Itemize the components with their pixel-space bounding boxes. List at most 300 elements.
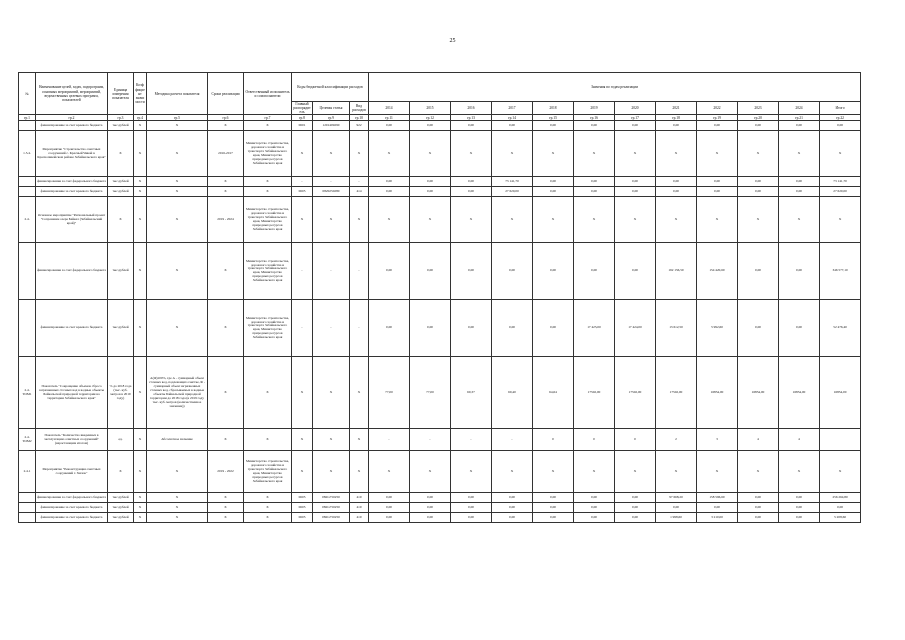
- row-resp: X: [244, 187, 292, 197]
- row-year-value: 3: [697, 429, 738, 451]
- header-method: Методика расчета показателя: [147, 73, 208, 115]
- row-year-value: 158 596,60: [697, 493, 738, 503]
- row-year-value: X: [410, 197, 451, 243]
- row-num: [19, 513, 36, 523]
- row-expense-type: 410: [350, 503, 369, 513]
- row-year-value: 0,00: [697, 177, 738, 187]
- row-expense-type: 922: [350, 121, 369, 131]
- row-year-value: 0,00: [533, 121, 574, 131]
- row-num: 2.4.: [19, 197, 36, 243]
- column-number: гр.16: [574, 115, 615, 121]
- row-coef: X: [134, 493, 147, 503]
- row-num: [19, 300, 36, 357]
- row-year-value: X: [615, 197, 656, 243]
- row-year-value: 0,00: [410, 177, 451, 187]
- row-year-value: 0,00: [615, 513, 656, 523]
- row-term: 2019 - 2022: [208, 451, 244, 493]
- row-num: [19, 177, 36, 187]
- row-expense-type: X: [350, 197, 369, 243]
- row-name: финансирование за счет краевого бюджета: [36, 187, 108, 197]
- header-year: 2015: [410, 102, 451, 115]
- row-year-value: 0,00: [410, 493, 451, 503]
- column-number: гр.12: [410, 115, 451, 121]
- header-expense-type: Вид расходов: [350, 102, 369, 115]
- header-coef: Коэффициент значимости: [134, 73, 147, 115]
- page-number: 25: [449, 38, 456, 44]
- row-year-value: 0,00: [656, 503, 697, 513]
- row-year-value: X: [738, 197, 779, 243]
- row-year-value: 0,00: [574, 177, 615, 187]
- row-method: X: [147, 451, 208, 493]
- row-total-value: 256 264,80: [820, 493, 861, 503]
- row-term: X: [208, 187, 244, 197]
- header-year: 2022: [697, 102, 738, 115]
- row-expense-type: X: [350, 451, 369, 493]
- row-year-value: 0,00: [738, 243, 779, 300]
- row-unit: тыс.рублей: [108, 493, 134, 503]
- row-target-article: 082G750250: [313, 493, 350, 503]
- row-year-value: 1 998,60: [656, 513, 697, 523]
- row-unit: тыс.рублей: [108, 121, 134, 131]
- row-target-article: 082G750250: [313, 503, 350, 513]
- row-target-article: -: [313, 243, 350, 300]
- row-year-value: X: [451, 451, 492, 493]
- row-total-value: X: [820, 197, 861, 243]
- row-target-article: 082G750250: [313, 513, 350, 523]
- row-year-value: X: [697, 451, 738, 493]
- row-coef: X: [134, 197, 147, 243]
- row-num: 2.4.1: [19, 451, 36, 493]
- row-year-value: 0,00: [574, 493, 615, 503]
- table-row: [19, 429, 861, 451]
- row-num: [19, 187, 36, 197]
- header-values: Значения по годам реализации: [369, 73, 861, 102]
- row-resp: Министерство строительства, дорожного хозяйства и транспорта Забайкальского края, Министерство природных ресурсов Забайкальского края: [244, 451, 292, 493]
- row-expense-type: 410: [350, 493, 369, 503]
- column-number: гр.10: [350, 115, 369, 121]
- column-number: гр.9: [313, 115, 350, 121]
- row-year-value: 0,00: [492, 121, 533, 131]
- row-main-admin: -: [292, 243, 313, 300]
- row-name: финансирование за счет краевого бюджета: [36, 503, 108, 513]
- row-year-value: 0: [574, 429, 615, 451]
- row-target-article: X: [313, 451, 350, 493]
- row-resp: X: [244, 357, 292, 429]
- row-year-value: 0,00: [492, 503, 533, 513]
- header-year: 2023: [738, 102, 779, 115]
- column-number: гр.20: [738, 115, 779, 121]
- row-main-admin: X: [292, 357, 313, 429]
- row-year-value: 0,00: [410, 121, 451, 131]
- row-expense-type: X: [350, 131, 369, 177]
- header-term: Сроки реализации: [208, 73, 244, 115]
- row-unit: X: [108, 131, 134, 177]
- row-year-value: 0,00: [779, 503, 820, 513]
- row-target-article: 1201409290: [313, 121, 350, 131]
- row-coef: X: [134, 177, 147, 187]
- row-method: X: [147, 300, 208, 357]
- row-term: 2019 - 2024: [208, 197, 244, 243]
- row-num: 2.4. ТОМ2: [19, 429, 36, 451]
- column-number: гр.19: [697, 115, 738, 121]
- row-year-value: 0,00: [656, 187, 697, 197]
- row-total-value: 5 208,60: [820, 513, 861, 523]
- header-main-admin: Главный распорядитель: [293, 102, 311, 115]
- row-year-value: X: [410, 131, 451, 177]
- row-year-value: X: [738, 451, 779, 493]
- row-target-article: -: [313, 177, 350, 187]
- table-row: [19, 513, 861, 523]
- row-year-value: X: [574, 451, 615, 493]
- row-method: X: [147, 513, 208, 523]
- row-resp: X: [244, 121, 292, 131]
- row-year-value: -: [369, 429, 410, 451]
- row-expense-type: X: [350, 357, 369, 429]
- row-coef: X: [134, 131, 147, 177]
- row-year-value: 16834,00: [697, 357, 738, 429]
- row-resp: X: [244, 513, 292, 523]
- table-row: [19, 177, 861, 187]
- row-year-value: 16834,00: [738, 357, 779, 429]
- row-method: Абсолютное значение: [147, 429, 208, 451]
- row-unit: тыс.рублей: [108, 513, 134, 523]
- row-term: X: [208, 513, 244, 523]
- row-unit: X: [108, 197, 134, 243]
- row-year-value: 0,00: [533, 493, 574, 503]
- row-year-value: 0,00: [574, 243, 615, 300]
- column-number: гр.17: [615, 115, 656, 121]
- column-number: гр.14: [492, 115, 533, 121]
- row-year-value: 0,00: [451, 177, 492, 187]
- row-total-value: 73 141,70: [820, 177, 861, 187]
- row-term: X: [208, 121, 244, 131]
- row-coef: X: [134, 243, 147, 300]
- row-resp: Министерство строительства, дорожного хозяйства и транспорта Забайкальского края, Министерство природных ресурсов Забайкальского края: [244, 197, 292, 243]
- header-target-article: Целевая статья: [313, 102, 350, 115]
- row-year-value: 0,00: [369, 513, 410, 523]
- row-resp: X: [244, 429, 292, 451]
- row-total-value: 27 620,00: [820, 187, 861, 197]
- row-resp: Министерство строительства, дорожного хозяйства и транспорта Забайкальского края, Министерство природных ресурсов Забайкальского края: [244, 131, 292, 177]
- table-row: [19, 197, 861, 243]
- row-year-value: 0,00: [697, 187, 738, 197]
- header-year: 2020: [615, 102, 656, 115]
- row-method: X: [147, 197, 208, 243]
- row-year-value: 0,00: [779, 300, 820, 357]
- row-year-value: 17 425,00: [574, 300, 615, 357]
- row-target-article: X: [313, 131, 350, 177]
- row-method: X: [147, 243, 208, 300]
- table-row: [19, 503, 861, 513]
- row-year-value: X: [492, 197, 533, 243]
- row-num: [19, 503, 36, 513]
- row-year-value: 0,00: [369, 503, 410, 513]
- row-year-value: 0,00: [369, 243, 410, 300]
- row-year-value: 64,64: [533, 357, 574, 429]
- row-coef: X: [134, 121, 147, 131]
- row-main-admin: 0605: [292, 493, 313, 503]
- column-number: гр.4: [134, 115, 147, 121]
- row-year-value: 0,00: [451, 513, 492, 523]
- row-year-value: 13 612,50: [656, 300, 697, 357]
- row-year-value: 0,00: [410, 187, 451, 197]
- row-expense-type: X: [350, 429, 369, 451]
- row-year-value: X: [615, 131, 656, 177]
- row-year-value: 0,00: [369, 300, 410, 357]
- row-year-value: 0,00: [779, 243, 820, 300]
- row-year-value: 0,00: [615, 121, 656, 131]
- row-year-value: 0,00: [574, 503, 615, 513]
- row-name: Мероприятие "Реконструкция очистных сооружений г. Хилок": [36, 451, 108, 493]
- row-year-value: 0,00: [533, 177, 574, 187]
- table-row: [19, 357, 861, 429]
- row-num: [19, 121, 36, 131]
- row-year-value: 0,00: [533, 243, 574, 300]
- row-year-value: X: [410, 451, 451, 493]
- row-year-value: X: [779, 451, 820, 493]
- row-year-value: -: [451, 429, 492, 451]
- row-coef: X: [134, 357, 147, 429]
- column-number: гр.5: [147, 115, 208, 121]
- row-term: 2016-2017: [208, 131, 244, 177]
- row-year-value: X: [656, 451, 697, 493]
- row-target-article: 0820250280: [313, 187, 350, 197]
- row-year-value: 0,00: [451, 187, 492, 197]
- row-year-value: 0,00: [779, 177, 820, 187]
- row-expense-type: 410: [350, 513, 369, 523]
- row-name: финансирование за счет федерального бюджета: [36, 243, 108, 300]
- row-name: Показатель "Сокращение объемов сброса загрязненных сточных вод в водные объекты Байкальской природной территории на территории Забайкальского края": [36, 357, 108, 429]
- row-year-value: 17 424,00: [615, 300, 656, 357]
- row-year-value: 0,00: [451, 300, 492, 357]
- row-resp: X: [244, 177, 292, 187]
- row-term: X: [208, 357, 244, 429]
- row-year-value: 0: [533, 429, 574, 451]
- row-resp: Министерство строительства, дорожного хозяйства и транспорта Забайкальского края, Министерство природных ресурсов Забайкальского края: [244, 243, 292, 300]
- row-year-value: 0,00: [738, 493, 779, 503]
- row-main-admin: X: [292, 197, 313, 243]
- row-year-value: 0,00: [492, 493, 533, 503]
- row-main-admin: 0605: [292, 503, 313, 513]
- header-year: 2018: [533, 102, 574, 115]
- row-target-article: X: [313, 429, 350, 451]
- row-name: Основное мероприятие "Региональный проект "Сохранение озера Байкал (Забайкальский край)": [36, 197, 108, 243]
- row-year-value: X: [492, 451, 533, 493]
- row-coef: X: [134, 429, 147, 451]
- row-year-value: 16834,00: [779, 357, 820, 429]
- row-target-article: -: [313, 300, 350, 357]
- row-year-value: 0,00: [410, 243, 451, 300]
- row-year-value: 0,00: [369, 187, 410, 197]
- row-name: финансирование за счет федерального бюджета: [36, 493, 108, 503]
- row-year-value: 0,00: [533, 503, 574, 513]
- row-year-value: 0,00: [451, 243, 492, 300]
- column-number: гр.2: [36, 115, 108, 121]
- row-year-value: 0,00: [779, 121, 820, 131]
- column-number: гр.21: [779, 115, 820, 121]
- row-year-value: 17502,00: [574, 357, 615, 429]
- row-total-value: 346 577,10: [820, 243, 861, 300]
- row-unit: X: [108, 451, 134, 493]
- row-method: X: [147, 177, 208, 187]
- row-expense-type: -: [350, 300, 369, 357]
- row-resp: X: [244, 493, 292, 503]
- row-year-value: 77,00: [410, 357, 451, 429]
- row-year-value: X: [451, 131, 492, 177]
- row-year-value: 0,00: [451, 493, 492, 503]
- row-method: А(Ф)100%, где А - суммарный объем сточных вод, подлежащих очистке, Ф - суммарный объем загрязненных сточных вод, сбрасываемых в водные объекты Байкальской природной территории до 2018 года (в 2019 году тыс. куб. метров (количественное значение)): [147, 357, 208, 429]
- column-number: гр.1: [19, 115, 36, 121]
- row-term: X: [208, 493, 244, 503]
- table-row: [19, 131, 861, 177]
- row-year-value: 0: [615, 429, 656, 451]
- row-total-value: 16834,00: [820, 357, 861, 429]
- row-resp: Министерство строительства, дорожного хозяйства и транспорта Забайкальского края, Министерство природных ресурсов Забайкальского края: [244, 300, 292, 357]
- row-year-value: X: [369, 131, 410, 177]
- header-year: 2016: [451, 102, 492, 115]
- row-year-value: 0,00: [779, 493, 820, 503]
- row-year-value: X: [574, 197, 615, 243]
- row-total-value: X: [820, 451, 861, 493]
- row-unit: тыс.рублей: [108, 300, 134, 357]
- table-row: [19, 243, 861, 300]
- row-term: X: [208, 177, 244, 187]
- row-year-value: 60,40: [492, 357, 533, 429]
- row-term: X: [208, 300, 244, 357]
- row-year-value: X: [697, 197, 738, 243]
- row-year-value: X: [533, 451, 574, 493]
- row-year-value: 0,00: [533, 300, 574, 357]
- column-number: гр.7: [244, 115, 292, 121]
- table-row: [19, 187, 861, 197]
- row-total-value: 52 476,40: [820, 300, 861, 357]
- row-year-value: 0,00: [615, 187, 656, 197]
- row-year-value: 60,37: [451, 357, 492, 429]
- header-resp: Ответственный исполнитель и соисполнители: [244, 73, 292, 115]
- row-main-admin: 0605: [292, 513, 313, 523]
- row-year-value: X: [369, 197, 410, 243]
- row-year-value: 77,00: [369, 357, 410, 429]
- row-year-value: 0,00: [410, 513, 451, 523]
- row-total-value: 0,00: [820, 503, 861, 513]
- header-year: 2024: [779, 102, 820, 115]
- row-year-value: 0,00: [738, 300, 779, 357]
- row-name: финансирование за счет краевого бюджета: [36, 121, 108, 131]
- program-table: [18, 72, 861, 523]
- table-row: [19, 300, 861, 357]
- column-number: гр.11: [369, 115, 410, 121]
- row-method: X: [147, 187, 208, 197]
- row-year-value: 0,00: [697, 503, 738, 513]
- row-main-admin: 0605: [292, 187, 313, 197]
- row-year-value: -: [410, 429, 451, 451]
- row-coef: X: [134, 513, 147, 523]
- column-number: гр.8: [292, 115, 313, 121]
- row-num: [19, 243, 36, 300]
- row-year-value: 0,00: [615, 243, 656, 300]
- row-year-value: 0,00: [492, 300, 533, 357]
- row-year-value: 0,00: [574, 121, 615, 131]
- row-year-value: 0,00: [779, 187, 820, 197]
- row-year-value: 0,00: [533, 187, 574, 197]
- row-year-value: 0,00: [656, 177, 697, 187]
- header-num: №: [19, 73, 36, 115]
- row-unit: ед.: [108, 429, 134, 451]
- row-name: финансирование за счет краевого бюджета: [36, 513, 108, 523]
- column-number: гр.6: [208, 115, 244, 121]
- row-year-value: X: [656, 131, 697, 177]
- table-row: [19, 451, 861, 493]
- row-unit: тыс.рублей: [108, 503, 134, 513]
- row-year-value: 0,00: [738, 503, 779, 513]
- row-year-value: 0,00: [369, 493, 410, 503]
- row-main-admin: -: [292, 177, 313, 187]
- row-name: Показатель "Количество введенных в эксплуатацию очистных сооружений" (нарастающим итогом): [36, 429, 108, 451]
- row-num: 2.4. ТОМ1: [19, 357, 36, 429]
- row-year-value: 0,00: [369, 121, 410, 131]
- row-year-value: 0,00: [738, 177, 779, 187]
- row-coef: X: [134, 451, 147, 493]
- row-year-value: 0,00: [574, 187, 615, 197]
- row-coef: X: [134, 187, 147, 197]
- row-year-value: 0,00: [738, 121, 779, 131]
- row-year-value: X: [615, 451, 656, 493]
- row-target-article: X: [313, 357, 350, 429]
- row-total-value: [820, 429, 861, 451]
- row-year-value: -: [492, 429, 533, 451]
- row-year-value: 0,00: [697, 121, 738, 131]
- row-year-value: X: [533, 197, 574, 243]
- row-year-value: X: [738, 131, 779, 177]
- row-name: финансирование за счет федерального бюджета: [36, 177, 108, 187]
- column-number: гр.13: [451, 115, 492, 121]
- row-year-value: 0,00: [615, 493, 656, 503]
- row-year-value: 0,00: [738, 187, 779, 197]
- row-year-value: 0,00: [492, 243, 533, 300]
- header-name: Наименование целей, задач, подпрограмм, основных мероприятий, мероприятий, ведомственных целевых программ, показателей: [36, 73, 108, 115]
- row-year-value: 154 420,60: [697, 243, 738, 300]
- header-year: 2021: [656, 102, 697, 115]
- row-year-value: 97 668,20: [656, 493, 697, 503]
- row-resp: X: [244, 503, 292, 513]
- row-term: X: [208, 243, 244, 300]
- row-year-value: 0,00: [410, 300, 451, 357]
- row-year-value: 0,00: [656, 121, 697, 131]
- row-main-admin: X: [292, 131, 313, 177]
- row-year-value: 0,00: [369, 177, 410, 187]
- row-year-value: 0,00: [615, 503, 656, 513]
- row-term: X: [208, 429, 244, 451]
- header-year: 2014: [369, 102, 410, 115]
- row-year-value: 4: [779, 429, 820, 451]
- row-year-value: 17502,00: [656, 357, 697, 429]
- header-year-total: Итого: [820, 102, 861, 115]
- row-expense-type: 414: [350, 187, 369, 197]
- row-year-value: 0,00: [533, 513, 574, 523]
- row-unit: тыс.рублей: [108, 187, 134, 197]
- row-year-value: 73 141,70: [492, 177, 533, 187]
- row-year-value: X: [369, 451, 410, 493]
- row-year-value: X: [574, 131, 615, 177]
- header-year: 2019: [574, 102, 615, 115]
- row-total-value: X: [820, 131, 861, 177]
- row-term: X: [208, 503, 244, 513]
- row-coef: X: [134, 503, 147, 513]
- row-year-value: 0,00: [779, 513, 820, 523]
- row-name: финансирование за счет краевого бюджета: [36, 300, 108, 357]
- table-row: [19, 121, 861, 131]
- row-year-value: 0,00: [574, 513, 615, 523]
